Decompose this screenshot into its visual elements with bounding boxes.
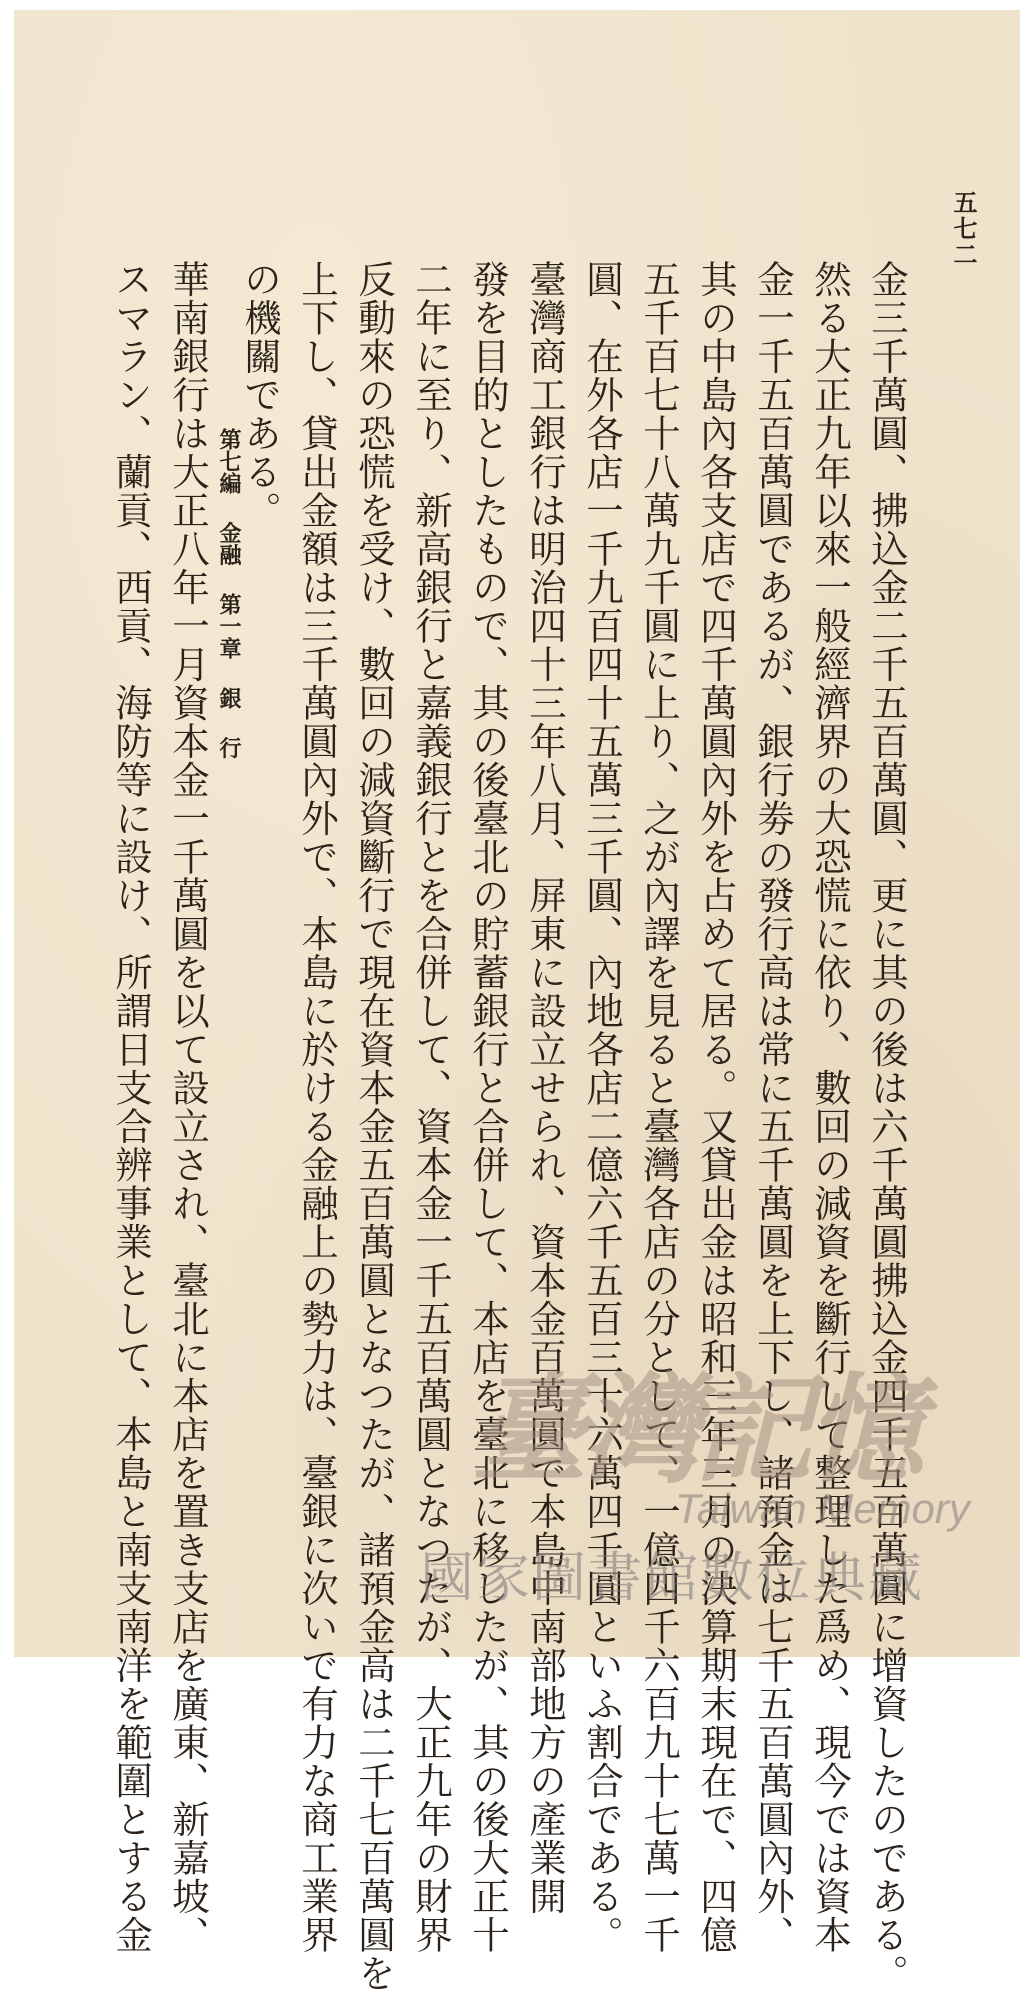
text-line-14: スマラン、蘭貢、西貢、海防等に設け、所謂日支合辨事業として、本島と南支南洋を範圍とする金 (109, 260, 153, 1954)
watermark-logo: 臺灣記憶 (470, 1360, 919, 1499)
text-line-3: 金一千五百萬圓であるが、銀行劵の發行高は常に五千萬圓を上下し、諸預金は七千五百萬圓內外、 (751, 260, 795, 1954)
watermark-english: Taiwan Memory (675, 1485, 970, 1532)
text-line-4: 其の中島內各支店で四千萬圓內外を占めて居る。又貸出金は昭和三年三月の決算期末現在で、四億 (694, 260, 738, 1954)
watermark-chinese: 國家圖書館數位典藏 (420, 1546, 924, 1609)
text-line-1: 金三千萬圓、拂込金二千五百萬圓、更に其の後は六千萬圓拂込金四千五百萬圓に增資したのである。 (865, 260, 909, 1993)
text-line-13: 華南銀行は大正八年一月資本金一千萬圓を以て設立され、臺北に本店を置き支店を廣東、新嘉坡、 (166, 260, 210, 1954)
text-line-7: 臺灣商工銀行は明治四十三年八月、屏東に設立せられ、資本金百萬圓で本島中南部地方の產業開 (523, 260, 567, 1916)
text-line-6: 圓、在外各店一千九百四十五萬三千圓、內地各店二億六千五百三十六萬四千圓といふ割合である。 (580, 260, 624, 1954)
text-line-11: 上下し、貸出金額は三千萬圓內外で、本島に於ける金融上の勢力は、臺銀に次いで有力な商工業界 (295, 260, 339, 1954)
page-number: 五七二 (949, 190, 978, 268)
text-line-12: の機關である。 (238, 260, 282, 530)
running-header: 第七編 金融 第一章 銀 行 (216, 428, 242, 759)
text-line-9: 二年に至り、新高銀行と嘉義銀行とを合併して、資本金一千五百萬圓となつたが、大正九年の財界 (409, 260, 453, 1954)
text-line-5: 五千百七十八萬九千圓に上り、之が內譯を見ると臺灣各店の分として、一億四千六百九十七萬一千 (637, 260, 681, 1954)
text-line-8: 發を目的としたもので、其の後臺北の貯蓄銀行と合併して、本店を臺北に移したが、其の後大正十 (466, 260, 510, 1954)
text-line-2: 然る大正九年以來一般經濟界の大恐慌に依り、數回の減資を斷行して整理した爲め、現今では資本 (808, 260, 852, 1954)
text-line-10: 反動來の恐慌を受け、數回の減資斷行で現在資本金五百萬圓となつたが、諸預金高は二千七百萬圓を (352, 260, 396, 1993)
book-page (14, 10, 1020, 1993)
